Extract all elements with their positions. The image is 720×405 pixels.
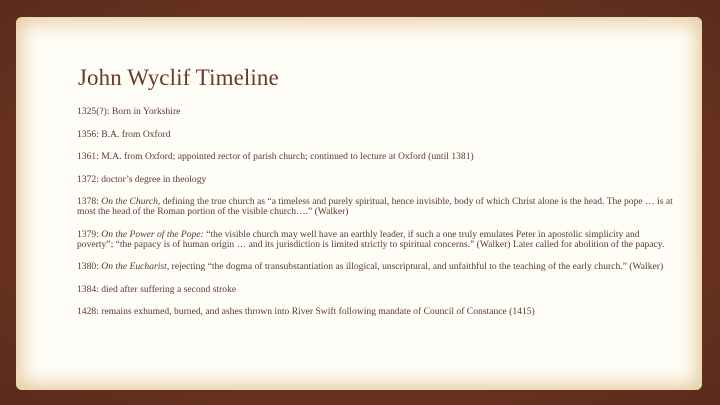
entry-description: defining the true church as “a timeless and purely spiritual, hence invisible, body of which Christ alone is the head. The pope … is at most the head of the Roman portion of the visible church….” (Walker) [77, 196, 673, 217]
work-title-on-the-eucharist: On the Eucharist [101, 261, 167, 272]
timeline-entry-1325: 1325(?): Born in Yorkshire [77, 106, 181, 117]
slide-title: John Wyclif Timeline [78, 65, 279, 90]
timeline-entry-1356: 1356: B.A. from Oxford [77, 128, 171, 140]
timeline-entry-1428: 1428: remains exhumed, burned, and ashes thrown into River Swift following mandate of Council of Constance (1415) [77, 306, 535, 317]
timeline-list [77, 107, 677, 330]
timeline-entry-1384: 1384: died after suffering a second stroke [77, 283, 237, 295]
work-title-on-the-power-of-the-pope: On the Power of the Pope: [101, 228, 204, 240]
entry-year: 1379: [77, 228, 102, 240]
timeline-entry-1380 [77, 262, 677, 272]
entry-description: , rejecting “the dogma of transubstantiation as illogical, unscriptural, and unfaithful to the teaching of the early church.” (Walker) [166, 261, 664, 272]
entry-year: 1378: [77, 196, 102, 207]
timeline-entry-1361: 1361: M.A. from Oxford; appointed rector of parish church; continued to lecture at Oxford (until 1381) [77, 151, 474, 162]
entry-year: 1380: [77, 261, 102, 272]
work-title-on-the-church: On the Church, [101, 196, 161, 207]
timeline-entry-1372: 1372: doctor’s degree in theology [77, 173, 207, 185]
timeline-entry-1379 [77, 230, 677, 250]
entry-description: “the visible church may well have an earthly leader, if such a one truly emulates Peter in apostolic simplicity and poverty”; “the papacy is of human origin … and its jurisdiction is limited strictly to spiritual concerns.” (Walker) Later called for abolition of the papacy. [77, 228, 665, 250]
slide-card [16, 17, 702, 390]
timeline-entry-1378 [77, 197, 677, 217]
